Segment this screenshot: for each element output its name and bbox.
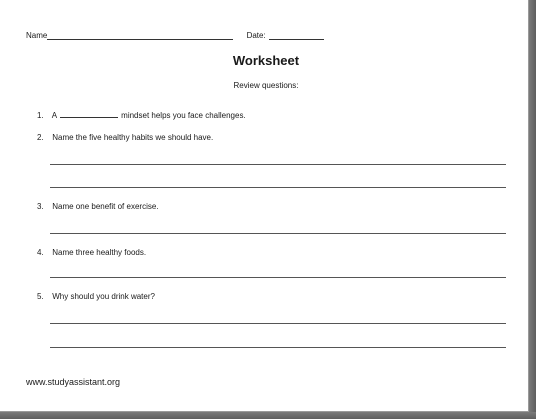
question-number: 4. — [37, 248, 44, 257]
answer-line — [50, 323, 506, 324]
date-blank — [269, 30, 324, 40]
fill-in-blank — [60, 109, 118, 118]
question-number: 2. — [37, 133, 44, 142]
question-5 — [37, 292, 155, 301]
question-text: Name the five healthy habits we should have. — [52, 133, 214, 142]
question-text-before: A — [51, 111, 57, 120]
question-text: Name one benefit of exercise. — [52, 202, 159, 211]
question-number: 3. — [37, 202, 44, 211]
answer-line — [50, 347, 506, 348]
question-2 — [37, 133, 213, 142]
worksheet-title: Worksheet — [232, 53, 300, 68]
question-text: Name three healthy foods. — [52, 248, 147, 257]
question-text: Why should you drink water? — [52, 292, 155, 301]
worksheet-subtitle: Review questions: — [233, 81, 299, 90]
answer-line — [50, 233, 506, 234]
page-shadow-right — [529, 0, 536, 419]
name-blank — [47, 30, 233, 40]
question-3 — [37, 202, 159, 211]
question-1 — [37, 109, 246, 120]
answer-line — [50, 277, 506, 278]
name-date-row — [26, 30, 324, 40]
page-shadow-bottom — [0, 412, 536, 419]
name-label: Name — [26, 31, 48, 40]
answer-line — [50, 164, 506, 165]
question-4 — [37, 248, 146, 257]
answer-line — [50, 187, 506, 188]
question-number: 1. — [37, 111, 44, 120]
question-text-after: mindset helps you face challenges. — [121, 111, 246, 120]
question-number: 5. — [37, 292, 44, 301]
date-label: Date: — [246, 31, 266, 40]
website-footer: www.studyassistant.org — [26, 377, 121, 387]
